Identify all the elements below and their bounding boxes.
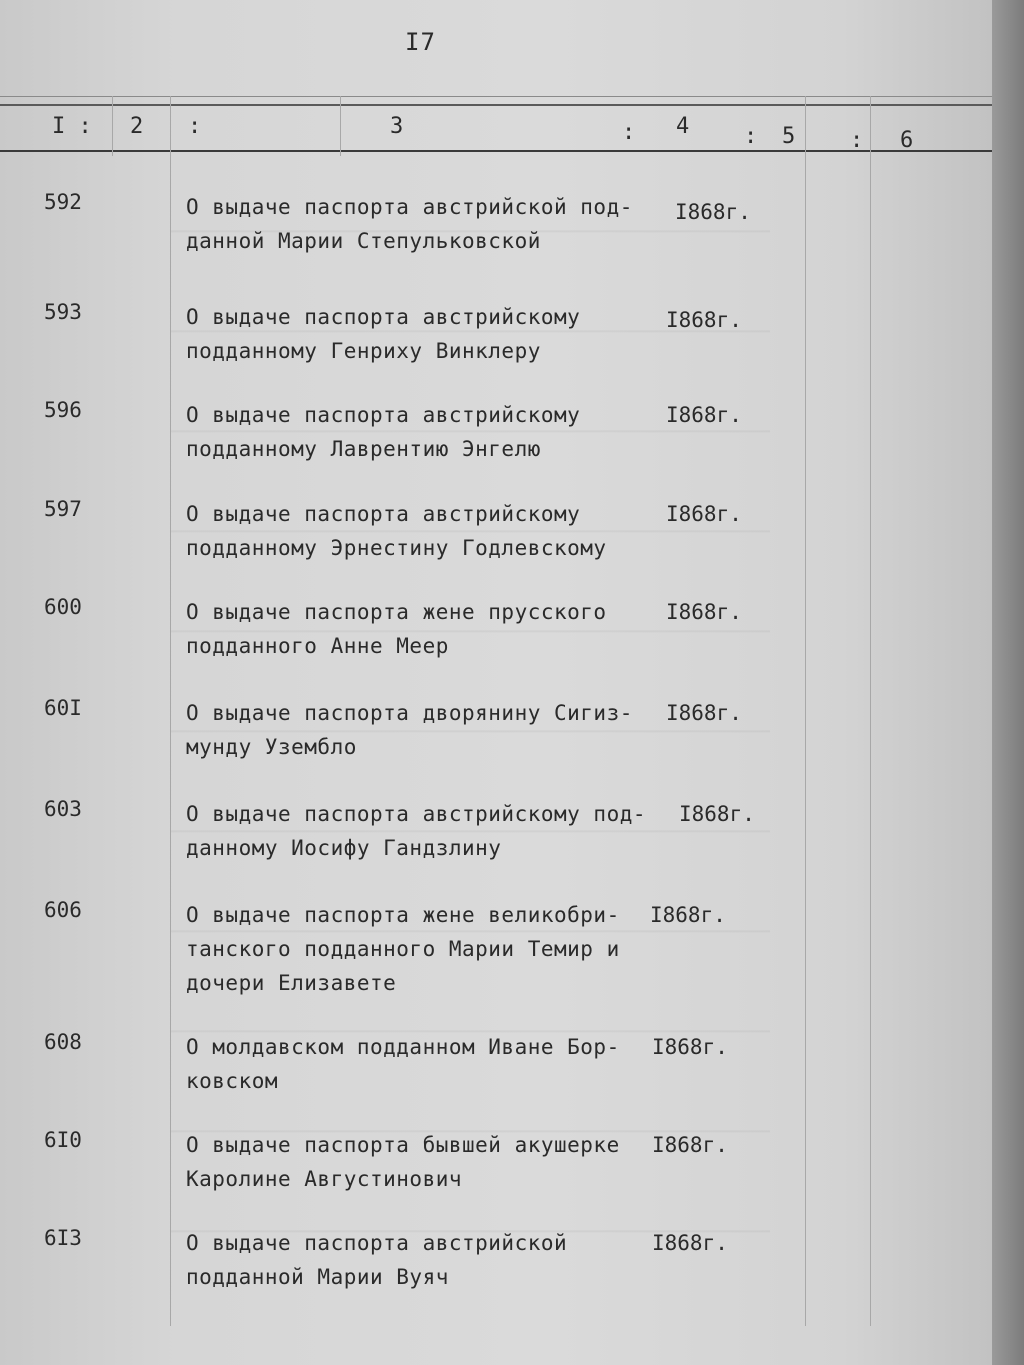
- column-divider: [805, 96, 806, 1326]
- header-col-2: 2: [130, 114, 144, 139]
- column-divider: [170, 96, 171, 1326]
- row-year: I868г.: [650, 903, 726, 927]
- page-edge-shadow: [992, 0, 1024, 1365]
- row-description: О выдаче паспорта бывшей акушерке Каролине Августинович: [186, 1133, 620, 1191]
- header-col-1: I :: [52, 114, 92, 139]
- header-rule-lower: [0, 150, 992, 152]
- row-year: I868г.: [666, 403, 742, 427]
- header-col-4: 4: [676, 114, 690, 139]
- header-col-5: 5: [782, 124, 796, 149]
- row-year: I868г.: [652, 1231, 728, 1255]
- row-number: 6I3: [44, 1226, 82, 1250]
- row-number: 606: [44, 898, 82, 922]
- row-description: О выдаче паспорта дворянину Сигиз- мунду Узембло: [186, 701, 633, 759]
- column-divider: [112, 96, 113, 156]
- column-divider: [340, 96, 341, 156]
- row-year: I868г.: [675, 200, 751, 224]
- row-year: I868г.: [652, 1035, 728, 1059]
- row-number: 60I: [44, 696, 82, 720]
- header-col-3-separator: :: [188, 114, 202, 139]
- row-description: О выдаче паспорта австрийскому подданному Лаврентию Энгелю: [186, 403, 581, 461]
- row-description: О выдаче паспорта австрийской подданной Марии Вуяч: [186, 1231, 568, 1289]
- row-year: I868г.: [666, 701, 742, 725]
- row-number: 597: [44, 497, 82, 521]
- row-number: 592: [44, 190, 82, 214]
- row-description: О выдаче паспорта австрийскому под- данному Иосифу Гандзлину: [186, 802, 647, 860]
- page-number: I7: [405, 28, 436, 56]
- row-number: 596: [44, 398, 82, 422]
- row-number: 6I0: [44, 1128, 82, 1152]
- row-year: I868г.: [652, 1133, 728, 1157]
- row-year: I868г.: [666, 502, 742, 526]
- header-col-5-separator: :: [744, 124, 758, 149]
- column-divider: [870, 96, 871, 1326]
- row-number: 608: [44, 1030, 82, 1054]
- row-description: О выдаче паспорта австрийскому подданному Генриху Винклеру: [186, 305, 581, 363]
- header-col-6-separator: :: [850, 128, 864, 153]
- header-col-3: 3: [390, 114, 404, 139]
- row-description: О выдаче паспорта австрийской под- данной Марии Степульковской: [186, 195, 633, 253]
- header-rule-upper: [0, 104, 992, 106]
- row-number: 603: [44, 797, 82, 821]
- row-description: О выдаче паспорта жене великобри- танского подданного Марии Темир и дочери Елизавете: [186, 903, 620, 995]
- row-year: I868г.: [666, 308, 742, 332]
- row-year: I868г.: [666, 600, 742, 624]
- header-col-6: 6: [900, 128, 914, 153]
- row-number: 600: [44, 595, 82, 619]
- row-description: О выдаче паспорта австрийскому подданному Эрнестину Годлевскому: [186, 502, 607, 560]
- header-col-4-separator: :: [622, 120, 636, 145]
- row-year: I868г.: [679, 802, 755, 826]
- row-number: 593: [44, 300, 82, 324]
- header-rule-top: [0, 96, 992, 97]
- row-description: О молдавском подданном Иване Бор- ковском: [186, 1035, 620, 1093]
- row-description: О выдаче паспорта жене прусского подданного Анне Меер: [186, 600, 607, 658]
